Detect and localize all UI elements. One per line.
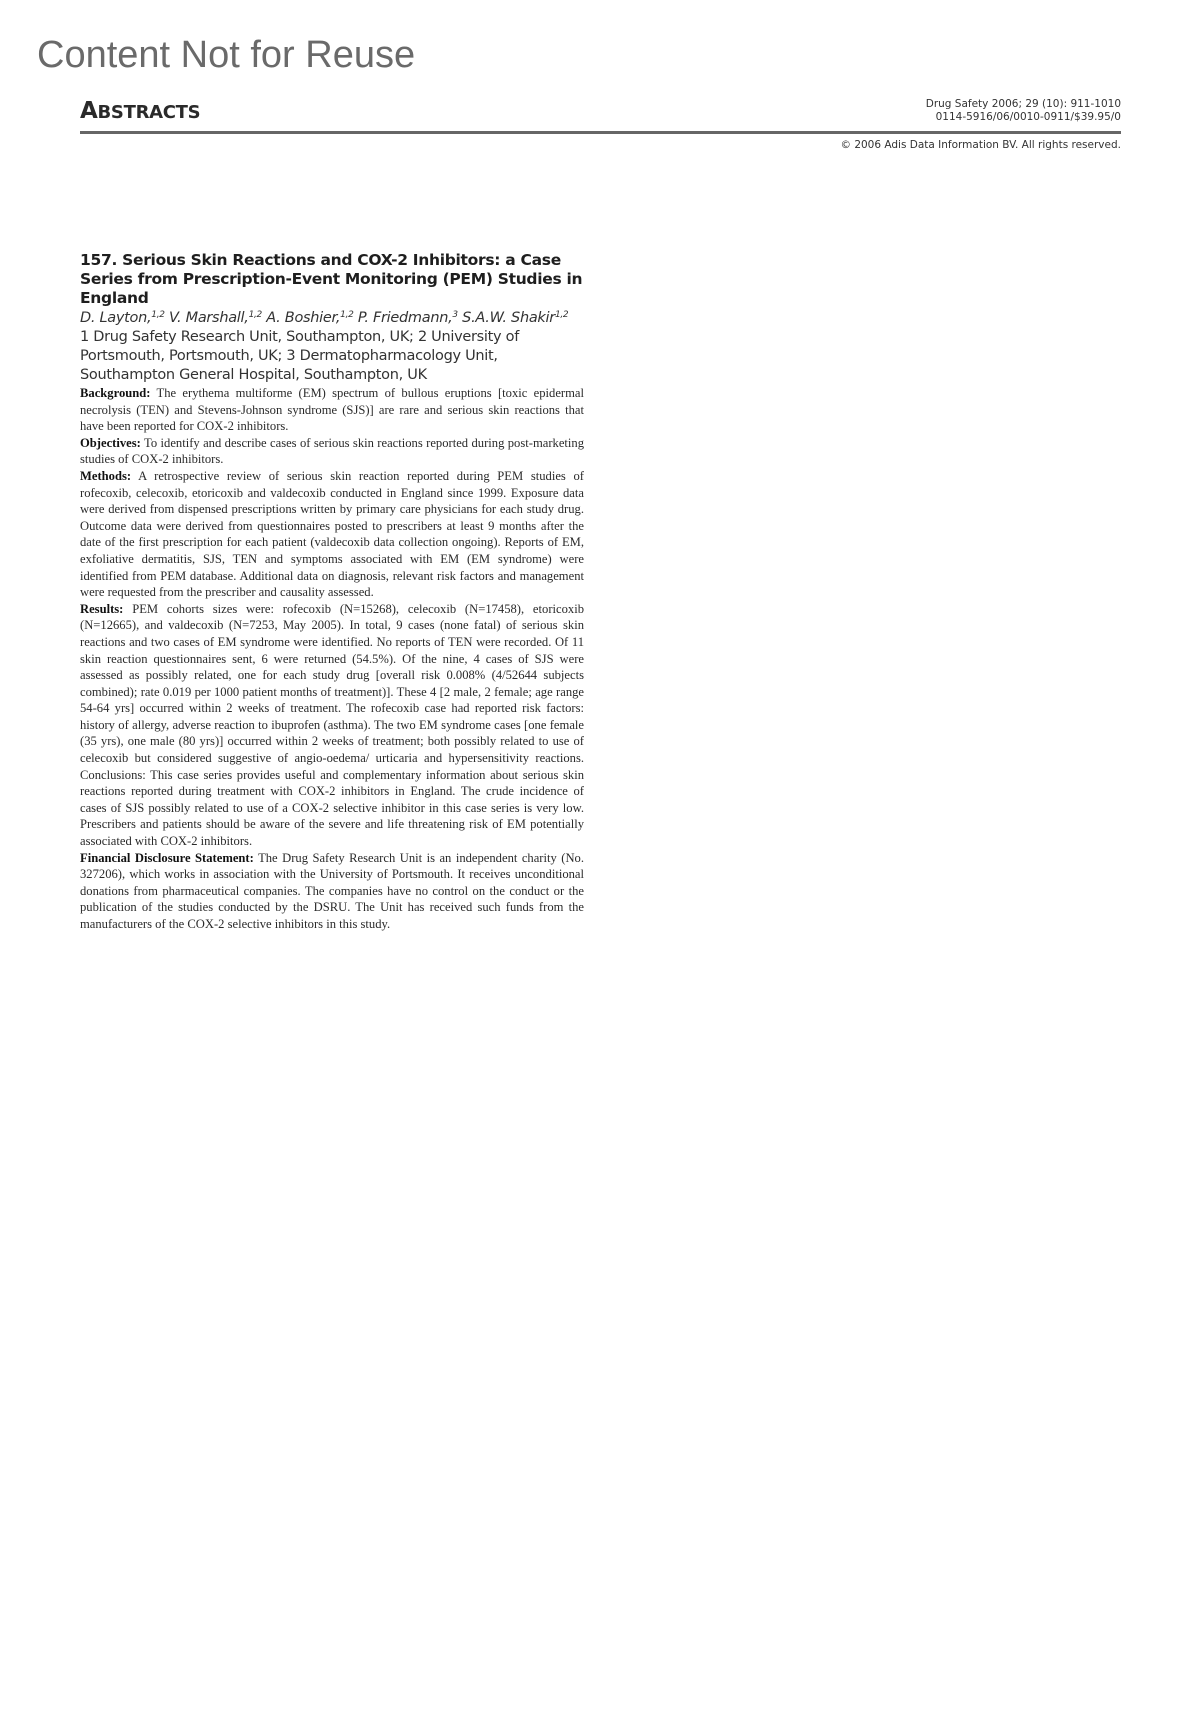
methods-text: A retrospective review of serious skin reaction reported during PEM studies of rofecoxib, celecoxib, etoricoxib and valdecoxib conducted in England since 1999. Exposure data were derived from dispensed prescriptions written by primary care physicians for each study drug. Outcome data were derived from questionnaires posted to prescribers at least 9 months after the date of the first prescription for each patient (valdecoxib data collection ongoing). Reports of EM, exfoliative dermatitis, SJS, TEN and symptoms associated with EM (EM syndrome) were identified from PEM database. Additional data on diagnosis, relevant risk factors and management were requested from the prescriber and causality assessed. [80,468,584,600]
author-name: A. Boshier, [266,310,341,326]
methods-section [80,468,584,601]
section-label-financial-disclosure: Financial Disclosure Statement: [80,850,254,865]
author-name: D. Layton, [80,310,152,326]
background-section [80,385,584,435]
results-text: PEM cohorts sizes were: rofecoxib (N=15268), celecoxib (N=17458), etoricoxib (N=12665), and valdecoxib (N=7253, May 2005). In total, 9 cases (none fatal) of serious skin reactions and two cases of EM syndrome were identified. No reports of TEN were recorded. Of 11 skin reaction questionnaires sent, 6 were returned (54.5%). Of the nine, 4 cases of SJS were assessed as possibly related, one for each study drug [overall risk 0.008% (4/52644 subjects combined); rate 0.019 per 1000 patient months of treatment)]. These 4 [2 male, 2 female; age range 54-64 yrs] occurred within 2 weeks of treatment. The rofecoxib case had reported risk factors: history of allergy, adverse reaction to ibuprofen (asthma). The two EM syndrome cases [one female (35 yrs), one male (80 yrs)] occurred within 2 weeks of treatment; both possibly related to use of celecoxib but considered suggestive of angio-oedema/ urticaria and hypersensitivity reactions. Conclusions: This case series provides useful and complementary information about serious skin reactions reported during treatment with COX-2 inhibitors in England. The crude incidence of cases of SJS possibly related to use of a COX-2 selective inhibitor in this case series is very low. Prescribers and patients should be aware of the severe and life threatening risk of EM potentially associated with COX-2 inhibitors. [80,601,584,849]
abstract-title: 157. Serious Skin Reactions and COX-2 Inhibitors: a Case Series from Prescription-Event Monitoring (PEM) Studies in England [80,251,583,307]
background-text: The erythema multiforme (EM) spectrum of bullous eruptions [toxic epidermal necrolysis (TEN) and Stevens-Johnson syndrome (SJS)] are rare and serious skin reactions that have been reported for COX-2 inhibitors. [80,386,585,434]
section-label-objectives: Objectives: [80,435,141,450]
section-label-background: Background: [80,386,151,400]
author-list [80,309,584,328]
watermark-text: Content Not for Reuse [37,34,416,76]
header-rule [80,131,1121,134]
objectives-section [80,435,584,468]
journal-citation [926,98,1121,124]
section-title-rest: BSTRACTS [97,102,201,123]
section-title [80,98,200,124]
author-name: S.A.W. Shakir [462,310,555,326]
issn-line: 0114-5916/06/0010-0911/$39.95/0 [935,111,1121,123]
financial-disclosure-section [80,850,584,933]
results-section [80,601,584,850]
author-affiliation-mark: 1,2 [554,310,569,320]
section-label-results: Results: [80,601,124,616]
author-affiliation-mark: 1,2 [248,310,262,320]
author-affiliation-mark: 1,2 [340,310,354,320]
author-name: V. Marshall, [169,310,249,326]
objectives-text: To identify and describe cases of serious skin reactions reported during post-marketing studies of COX-2 inhibitors. [80,435,585,467]
journal-line: Drug Safety 2006; 29 (10): 911-1010 [925,98,1121,110]
author-affiliation-mark: 3 [452,310,458,320]
page-header [80,98,1121,132]
section-label-methods: Methods: [80,468,132,483]
abstract-block [80,251,584,933]
affiliations: 1 Drug Safety Research Unit, Southampton, UK; 2 University of Portsmouth, Portsmouth, UK; 3 Dermatopharmacology Unit, Southampton General Hospital, Southampton, UK [80,329,520,383]
copyright-notice: © 2006 Adis Data Information BV. All rights reserved. [840,139,1121,151]
author-name: P. Friedmann, [357,310,453,326]
author-affiliation-mark: 1,2 [151,310,165,320]
financial-disclosure-text: The Drug Safety Research Unit is an independent charity (No. 327206), which works in association with the University of Portsmouth. It receives unconditional donations from pharmaceutical companies. The companies have no control on the conduct or the publication of the studies conducted by the DSRU. The Unit has received such funds from the manufacturers of the COX-2 selective inhibitors in this study. [80,850,585,931]
section-title-initial: A [80,98,98,124]
